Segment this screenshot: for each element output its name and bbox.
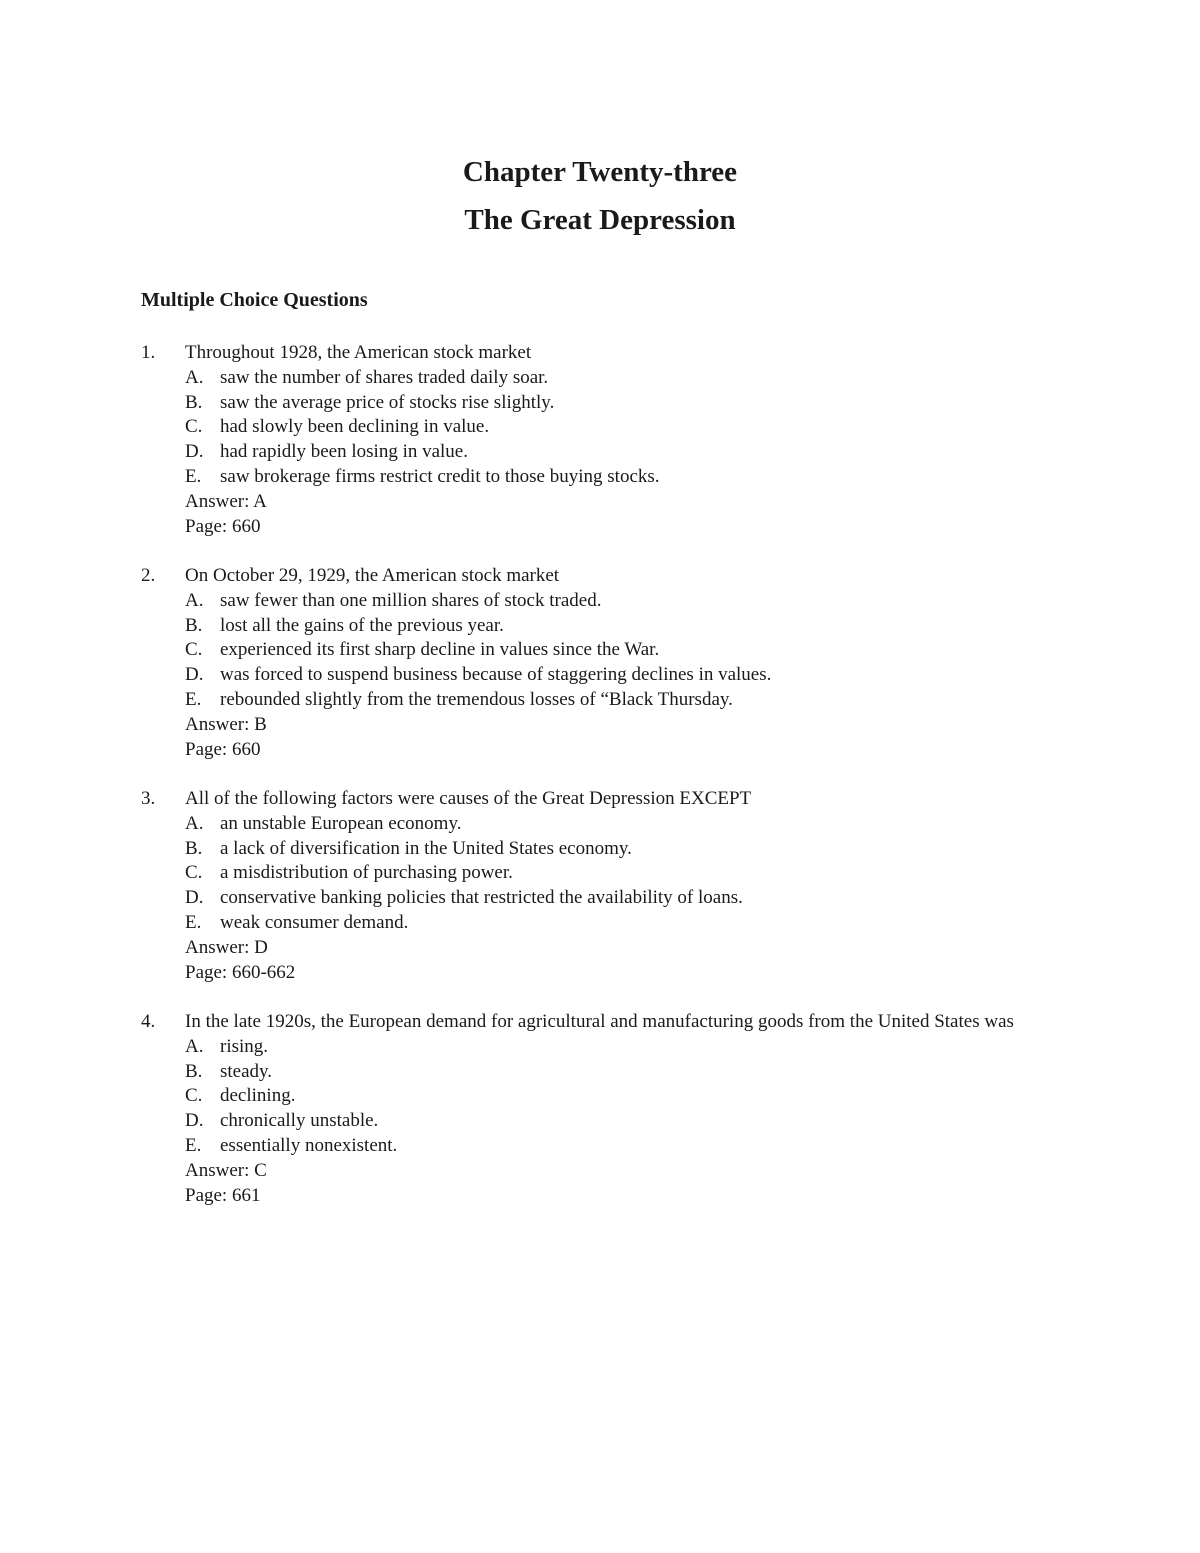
question-number: 1. [141,342,156,363]
option-c [141,638,1061,663]
option-letter: A. [185,1035,204,1057]
section-heading: Multiple Choice Questions [141,289,368,311]
question-number: 4. [141,1011,156,1032]
option-e [141,465,1061,490]
question-1 [141,341,1061,539]
option-d [141,1109,1061,1134]
option-letter: C. [185,862,203,884]
page-reference: Page: 660 [185,515,261,537]
option-letter: E. [185,911,202,933]
option-e [141,688,1061,713]
option-d [141,886,1061,911]
question-stem-row [141,1010,1061,1035]
option-d [141,440,1061,465]
option-letter: E. [185,1134,202,1156]
option-text: weak consumer demand. [220,911,409,933]
option-a [141,366,1061,391]
page-reference: Page: 661 [185,1184,261,1206]
option-letter: D. [185,441,204,463]
option-text: chronically unstable. [220,1110,379,1132]
question-stem-row [141,564,1061,589]
option-text: declining. [220,1085,296,1107]
answer-line: Answer: C [185,1159,267,1181]
option-text: an unstable European economy. [220,812,462,834]
chapter-title: Chapter Twenty-three [462,156,738,188]
option-letter: B. [185,614,203,636]
option-b [141,837,1061,862]
option-b [141,391,1061,416]
answer-line: Answer: A [185,490,267,512]
page-reference: Page: 660 [185,738,261,760]
option-letter: B. [185,837,203,859]
question-stem: On October 29, 1929, the American stock market [185,565,560,586]
question-stem-row [141,341,1061,366]
answer-line: Answer: B [185,713,267,735]
option-text: rebounded slightly from the tremendous losses of “Black Thursday. [220,688,733,710]
option-letter: B. [185,1060,203,1082]
question-stem: Throughout 1928, the American stock market [185,342,532,363]
question-stem: All of the following factors were causes of the Great Depression EXCEPT [185,788,752,809]
option-letter: A. [185,589,204,611]
option-text: saw brokerage firms restrict credit to those buying stocks. [220,465,660,487]
option-letter: D. [185,887,204,909]
option-a [141,589,1061,614]
option-letter: C. [185,639,203,661]
option-text: saw the average price of stocks rise slightly. [220,391,555,413]
option-text: a misdistribution of purchasing power. [220,862,513,884]
option-text: a lack of diversification in the United States economy. [220,837,632,859]
option-text: rising. [220,1035,269,1057]
option-letter: A. [185,812,204,834]
option-d [141,663,1061,688]
answer-line: Answer: D [185,936,268,958]
option-c [141,415,1061,440]
question-2 [141,564,1061,762]
option-b [141,614,1061,639]
option-text: had slowly been declining in value. [220,416,490,438]
option-text: experienced its first sharp decline in values since the War. [220,639,660,661]
option-letter: C. [185,1085,203,1107]
question-3 [141,787,1061,985]
question-number: 2. [141,565,156,586]
option-text: saw the number of shares traded daily soar. [220,366,549,388]
page-reference: Page: 660-662 [185,961,296,983]
option-c [141,861,1061,886]
option-letter: A. [185,366,204,388]
option-e [141,1134,1061,1159]
chapter-subtitle: The Great Depression [464,204,736,236]
option-letter: B. [185,391,203,413]
question-stem: In the late 1920s, the European demand for agricultural and manufacturing goods from the United States was [185,1011,1014,1032]
option-text: lost all the gains of the previous year. [220,614,504,636]
option-letter: E. [185,688,202,710]
option-text: had rapidly been losing in value. [220,441,468,463]
option-letter: C. [185,416,203,438]
option-a [141,1035,1061,1060]
option-text: essentially nonexistent. [220,1134,398,1156]
option-e [141,911,1061,936]
option-c [141,1084,1061,1109]
option-text: was forced to suspend business because of staggering declines in values. [220,664,772,686]
option-text: steady. [220,1060,273,1082]
option-letter: D. [185,1110,204,1132]
option-letter: D. [185,664,204,686]
option-b [141,1060,1061,1085]
option-text: saw fewer than one million shares of stock traded. [220,589,602,611]
option-a [141,812,1061,837]
question-number: 3. [141,788,156,809]
option-text: conservative banking policies that restricted the availability of loans. [220,887,743,909]
question-4 [141,1010,1061,1208]
option-letter: E. [185,465,202,487]
question-stem-row [141,787,1061,812]
